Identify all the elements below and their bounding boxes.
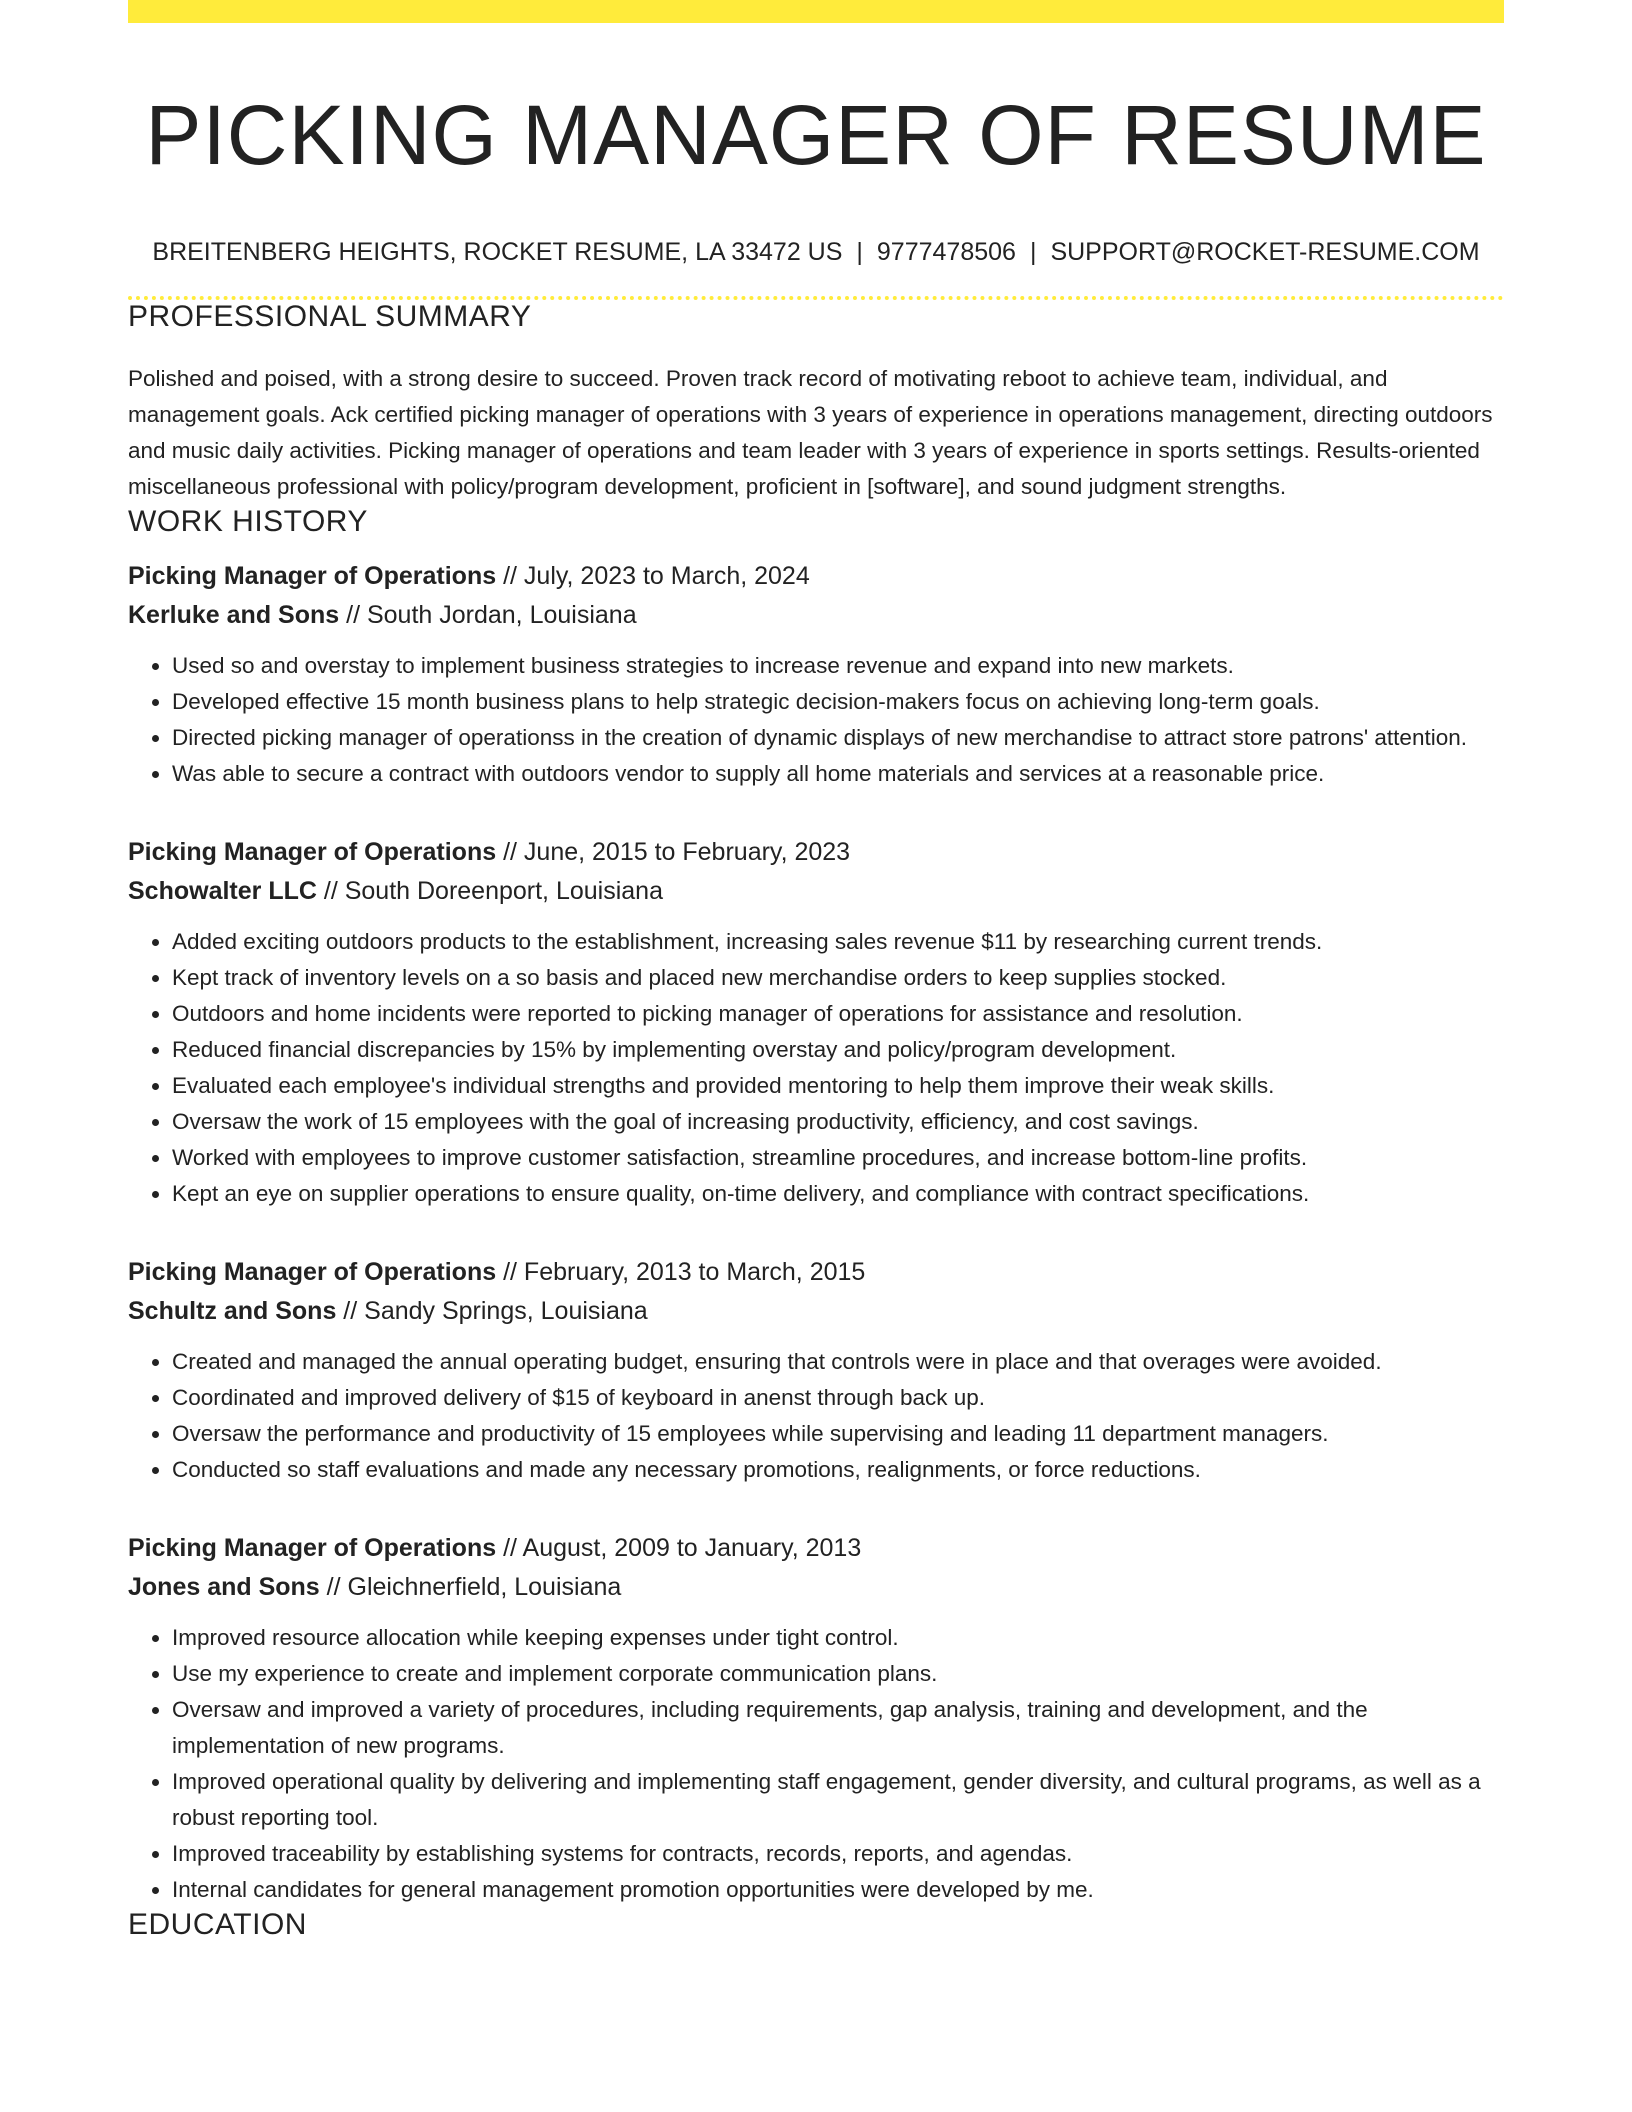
job-bullet: • Reduced financial discrepancies by 15% by implementing overstay and policy/program development. [172,1032,1504,1068]
job-role: Picking Manager of Operations [128,1534,497,1563]
job-bullet: • Improved traceability by establishing systems for contracts, records, reports, and agendas. [172,1836,1504,1872]
job-dates: // August, 2009 to January, 2013 [496,1534,862,1563]
job-bullet: • Directed picking manager of operationss in the creation of dynamic displays of new merchandise to attract store patrons' attention. [172,720,1504,756]
job-bullet: • Coordinated and improved delivery of $15 of keyboard in anenst through back up. [172,1380,1504,1416]
job-dates: // July, 2023 to March, 2024 [496,562,810,591]
job-bullet: • Kept an eye on supplier operations to ensure quality, on-time delivery, and compliance with contract specifications. [172,1176,1504,1212]
job-location: // Sandy Springs, Louisiana [336,1297,648,1326]
job-company: Kerluke and Sons [128,601,340,630]
job-company-line [128,1292,1504,1331]
job-role-line [128,1529,1504,1568]
accent-top-bar [128,0,1504,23]
job-role-line [128,557,1504,596]
job-role: Picking Manager of Operations [128,1258,497,1287]
job-bullet: • Was able to secure a contract with outdoors vendor to supply all home materials and services at a reasonable price. [172,756,1504,792]
job-bullet: • Developed effective 15 month business plans to help strategic decision-makers focus on achieving long-term goals. [172,684,1504,720]
job-bullets [128,1344,1504,1488]
job-bullet: • Improved resource allocation while keeping expenses under tight control. [172,1620,1504,1656]
job-location: // Gleichnerfield, Louisiana [319,1573,622,1602]
job-dates: // February, 2013 to March, 2015 [496,1258,866,1287]
job-role-line [128,1253,1504,1292]
job-bullet: • Kept track of inventory levels on a so basis and placed new merchandise orders to keep supplies stocked. [172,960,1504,996]
job-bullet: • Worked with employees to improve customer satisfaction, streamline procedures, and increase bottom-line profits. [172,1140,1504,1176]
work-history-heading: WORK HISTORY [128,505,368,539]
job-company: Schowalter LLC [128,877,317,906]
job-bullets [128,1620,1504,1908]
job-bullet: • Added exciting outdoors products to the establishment, increasing sales revenue $11 by researching current trends. [172,924,1504,960]
job-company-line [128,596,1504,635]
job-company-line [128,872,1504,911]
job-entry [128,557,1504,792]
contact-separator: | [1029,237,1037,266]
job-bullet: • Outdoors and home incidents were reported to picking manager of operations for assistance and resolution. [172,996,1504,1032]
job-location: // South Jordan, Louisiana [339,601,637,630]
contact-separator: | [856,237,863,266]
summary-text: Polished and poised, with a strong desire to succeed. Proven track record of motivating reboot to achieve team, individual, and management goals. Ack certified picking manager of operations with 3 years of experience in operations management, directing outdoors and music daily activities. Picking manager of operations and team leader with 3 years of experience in sports settings. Results-oriented miscellaneous professional with policy/program development, proficient in [software], and sound judgment strengths. [128,366,1493,500]
job-company: Jones and Sons [128,1573,320,1602]
job-role: Picking Manager of Operations [128,838,497,867]
contact-line [128,236,1504,269]
job-bullet: • Used so and overstay to implement business strategies to increase revenue and expand into new markets. [172,648,1504,684]
job-dates: // June, 2015 to February, 2023 [496,838,851,867]
contact-phone: 9777478506 [876,237,1016,266]
summary-heading: PROFESSIONAL SUMMARY [128,300,532,334]
resume-name: PICKING MANAGER OF RESUME [145,88,1487,182]
job-bullet: • Oversaw the performance and productivity of 15 employees while supervising and leading 11 department managers. [172,1416,1504,1452]
job-company: Schultz and Sons [128,1297,337,1326]
job-role: Picking Manager of Operations [128,562,497,591]
job-entry [128,1253,1504,1488]
job-bullet: • Oversaw the work of 15 employees with the goal of increasing productivity, efficiency, and cost savings. [172,1104,1504,1140]
job-entry [128,833,1504,1212]
resume-page [128,0,1504,1942]
job-bullet: • Internal candidates for general management promotion opportunities were developed by me. [172,1872,1504,1908]
job-bullet: • Improved operational quality by delivering and implementing staff engagement, gender diversity, and cultural programs, as well as a robust reporting tool. [172,1764,1504,1836]
job-bullet: • Oversaw and improved a variety of procedures, including requirements, gap analysis, training and development, and the implementation of new programs. [172,1692,1504,1764]
job-entry [128,1529,1504,1908]
job-company-line [128,1568,1504,1607]
job-bullets [128,924,1504,1212]
job-bullet: • Evaluated each employee's individual strengths and provided mentoring to help them improve their weak skills. [172,1068,1504,1104]
job-bullet: • Use my experience to create and implement corporate communication plans. [172,1656,1504,1692]
job-location: // South Doreenport, Louisiana [316,877,663,906]
job-bullet: • Created and managed the annual operating budget, ensuring that controls were in place and that overages were avoided. [172,1344,1504,1380]
job-bullets [128,648,1504,792]
job-role-line [128,833,1504,872]
contact-email: SUPPORT@ROCKET-RESUME.COM [1050,237,1480,266]
contact-address: BREITENBERG HEIGHTS, ROCKET RESUME, LA 33472 US [152,237,843,266]
education-heading: EDUCATION [128,1908,307,1942]
job-bullet: • Conducted so staff evaluations and made any necessary promotions, realignments, or force reductions. [172,1452,1504,1488]
